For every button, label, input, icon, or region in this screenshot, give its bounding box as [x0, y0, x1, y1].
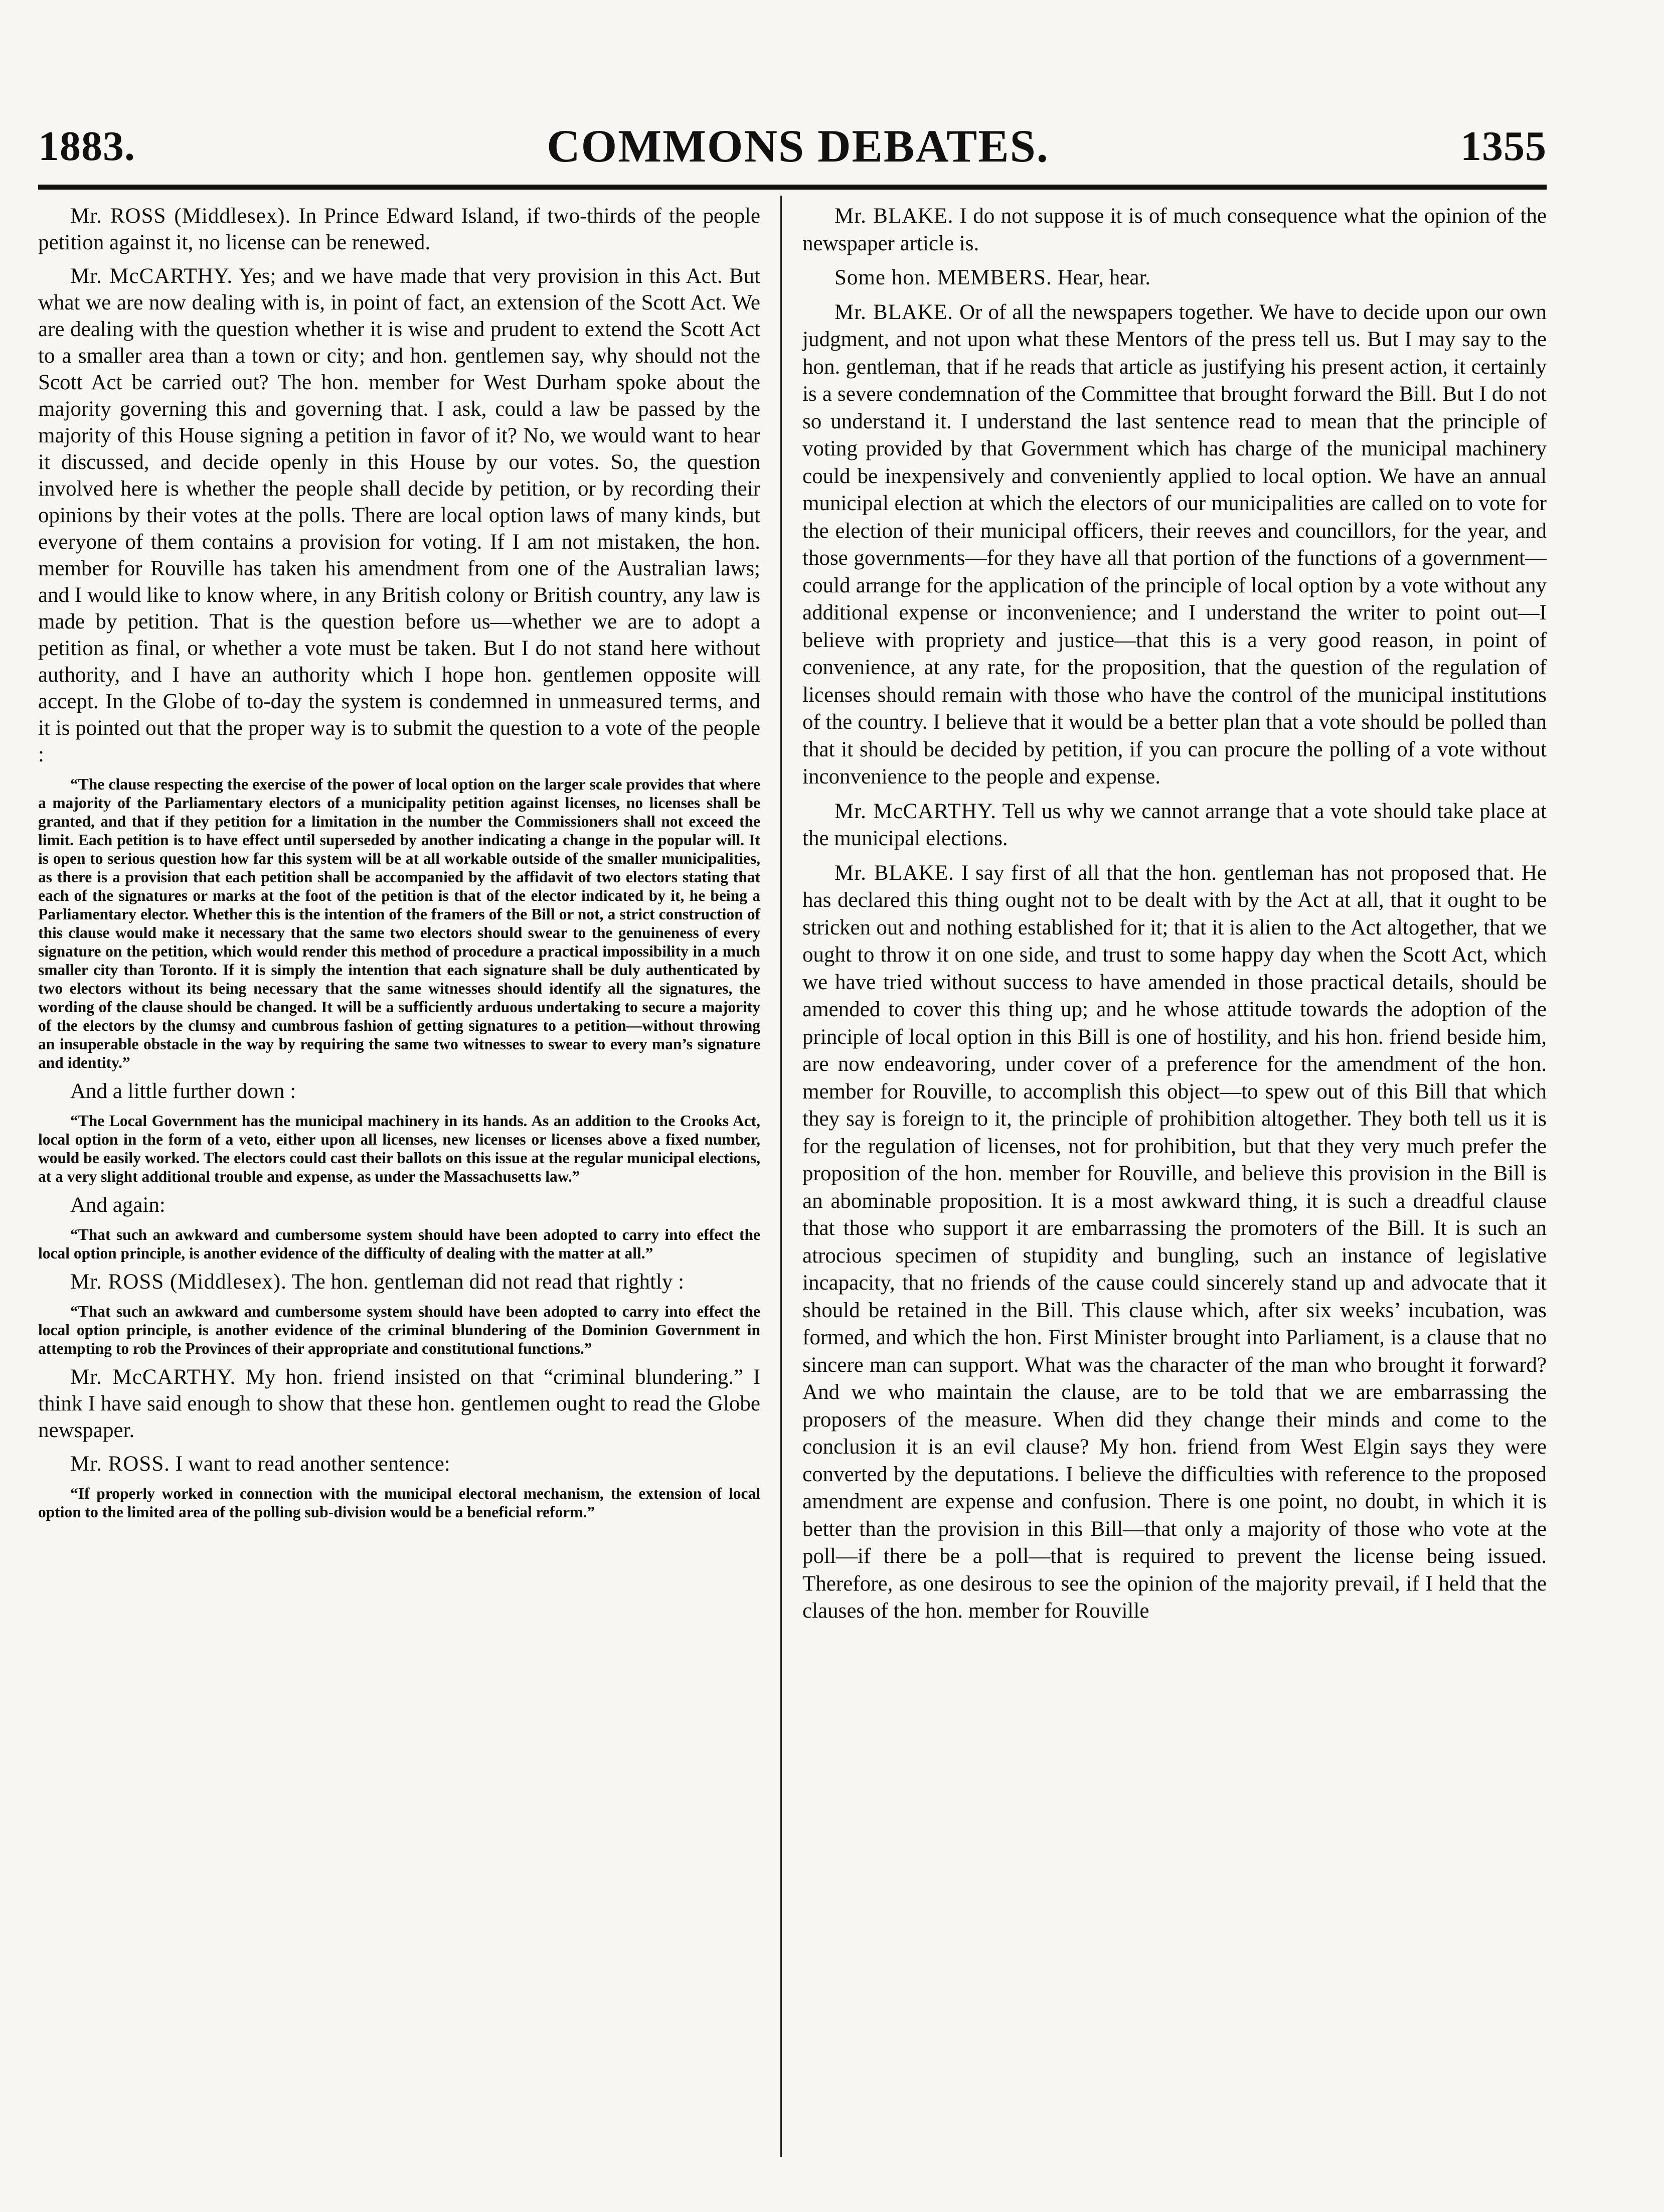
quoted-passage	[38, 775, 760, 1072]
speech-text: Or of all the newspapers together. We have to decide upon our own judgment, and not upon what these Mentors of the press tell us. But I may say to the hon. gentleman, that if he reads that article as justifying his present action, it certainly is a severe condemnation of the Committee that brought forward the Bill. But I do not so understand it. I understand the last sentence read to mean that the principle of voting provided by that Government which has charge of the municipal machinery could be inexpensively and conveniently applied to local option. We have an annual municipal election at which the electors of our municipalities are called on to vote for the election of their municipal officers, their reeves and councillors, for the year, and those governments—for they have all that portion of the functions of a government—could arrange for the application of the principle of local option by a vote without any additional expense or inconvenience; and I understand the writer to point out—I believe with propriety and justice—that this is a very good reason, in point of convenience, at any rate, for the proposition, that the question of the regulation of licenses should remain with those who have the control of the municipal institutions of the country. I believe that it would be a better plan that a vote should be polled than that it should be decided by petition, if you can procure the polling of a vote without inconvenience to the people and expense.	[802, 300, 1547, 788]
speech-paragraph	[38, 1078, 760, 1104]
speech-paragraph	[38, 1192, 760, 1218]
speech-text: Yes; and we have made that very provision in this Act. But what we are now dealing with is, in point of fact, an extension of the Scott Act. We are dealing with the question whether it is wise and prudent to extend the Scott Act to a smaller area than a town or city; and hon. gentlemen say, why should not the Scott Act be carried out? The hon. member for West Durham spoke about the majority governing this and governing that. I ask, could a law be passed by the majority of this House signing a petition in favor of it? No, we would want to hear it discussed, and decide openly in this House by our votes. So, the question involved here is whether the people shall decide by petition, or by recording their opinions by their votes at the polls. There are local option laws of many kinds, but everyone of them contains a provision for voting. If I am not mistaken, the hon. member for Rouville has taken his amendment from one of the Australian laws; and I would like to know where, in any British colony or British country, any law is made by petition. That is the question before us—whether we are to adopt a petition as final, or whether a vote must be taken. But I do not stand here without authority, and I have an authority which I hope hon. gentlemen opposite will accept. In the Globe of to-day the system is condemned in unmeasured terms, and it is pointed out that the proper way is to submit the question to a vote of the people :	[38, 264, 760, 766]
quoted-passage	[38, 1302, 760, 1358]
quote-text: “That such an awkward and cumbersome system should have been adopted to carry into effect the local option principle, is another evidence of the criminal blundering of the Dominion Government in attempting to rob the Provinces of their appropriate and constitutional functions.”	[38, 1303, 760, 1357]
speaker-name: Mr. McCARTHY.	[70, 264, 233, 288]
header-rule	[38, 185, 1547, 190]
speech-paragraph	[802, 860, 1547, 1625]
speech-text: Tell us why we cannot arrange that a vote should take place at the municipal elections.	[802, 799, 1547, 850]
quoted-passage	[38, 1484, 760, 1521]
speech-paragraph	[802, 264, 1547, 292]
speech-paragraph	[38, 1451, 760, 1477]
speech-text: And again:	[70, 1193, 165, 1217]
speech-text: In Prince Edward Island, if two-thirds of the people petition against it, no license can be renewed.	[38, 204, 761, 254]
quoted-passage	[38, 1225, 760, 1262]
right-column	[802, 203, 1547, 1632]
speaker-name: Some hon. MEMBERS.	[835, 266, 1052, 289]
quote-text: “That such an awkward and cumbersome system should have been adopted to carry into effect the local option principle, is another evidence of the difficulty of dealing with the matter at all.”	[38, 1226, 760, 1262]
speaker-name: Mr. ROSS.	[70, 1452, 170, 1476]
page-header	[38, 113, 1547, 179]
speech-paragraph	[802, 299, 1547, 791]
speaker-name: Mr. McCARTHY.	[835, 799, 996, 823]
quoted-passage	[38, 1112, 760, 1186]
quote-text: “The Local Government has the municipal machinery in its hands. As an addition to the Crooks Act, local option in the form of a veto, either upon all licenses, new licenses or licenses above a fixed number, would be easily worked. The electors could cast their ballots on this issue at the regular municipal elections, at a very slight additional trouble and expense, as under the Massachusetts law.”	[38, 1112, 760, 1185]
speech-text: I do not suppose it is of much consequence what the opinion of the newspaper article is.	[802, 204, 1547, 255]
speech-text: The hon. gentleman did not read that rightly :	[291, 1270, 685, 1294]
speech-paragraph	[802, 798, 1547, 853]
speech-paragraph	[802, 203, 1547, 257]
speaker-name: Mr. McCARTHY.	[70, 1365, 236, 1389]
speaker-name: Mr. BLAKE.	[835, 204, 954, 228]
speech-text: Hear, hear.	[1057, 266, 1151, 289]
column-divider	[780, 196, 782, 2157]
quote-text: “If properly worked in connection with the municipal electoral mechanism, the extension of local option to the limited area of the polling sub-division would be a beneficial reform.”	[38, 1485, 760, 1521]
speech-text: And a little further down :	[70, 1079, 296, 1103]
speaker-name: Mr. ROSS (Middlesex).	[70, 1270, 287, 1294]
speech-paragraph	[38, 1269, 760, 1295]
speech-text: My hon. friend insisted on that “criminal blundering.” I think I have said enough to show that these hon. gentlemen ought to read the Globe newspaper.	[38, 1365, 761, 1442]
header-year: 1883.	[38, 122, 135, 170]
speaker-name: Mr. BLAKE.	[835, 300, 954, 324]
speech-text: I say first of all that the hon. gentleman has not proposed that. He has declared this thing ought not to be dealt with by the Act at all, that it ought to be stricken out and nothing established for it; that it is alien to the Act altogether, that we ought to throw it on one side, and trust to some happy day when the Scott Act, which we have tried without success to have amended in those practical details, should be amended to cover this thing up; and he whose attitude towards the adoption of the principle of local option in this Bill is one of hostility, and his hon. friend beside him, are now endeavoring, under cover of a preference for the amendment of the hon. member for Rouville, to accomplish this object—to spew out of this Bill that which they say is foreign to it, the principle of prohibition altogether. They both tell us it is for the regulation of licenses, not for prohibition, but that they very much prefer the proposition of the hon. member for Rouville, and believe this provision in the Bill is an abominable proposition. It is a most awkward thing, it is such a dreadful clause that those who support it are embarrassing the promoters of the Bill. It is such an atrocious specimen of stupidity and bungling, such an instance of legislative incapacity, that no friends of the cause could sincerely stand up and advocate that it should be retained in the Bill. This clause which, after six weeks’ incubation, was formed, and which the hon. First Minister brought into Parliament, is a clause that no sincere man can support. What was the character of the man who brought it forward? And we who maintain the clause, are to be told that we are embarrassing the proposers of the measure. When did they change their minds and come to the conclusion it is an evil clause? My hon. friend from West Elgin says they were converted by the deputations. I believe the difficulties with reference to the proposed amendment are expense and confusion. There is one point, no doubt, in which it is better than the provision in this Bill—that only a majority of those who vote at the poll—if there be a poll—that is required to prevent the license being issued. Therefore, as one desirous to see the opinion of the majority prevail, if I held that the clauses of the hon. member for Rouville	[802, 861, 1547, 1623]
quote-text: “The clause respecting the exercise of the power of local option on the larger scale provides that where a majority of the Parliamentary electors of a municipality petition against licenses, no licenses shall be granted, and that if they petition for a limitation in the number the Commissioners shall not exceed the limit. Each petition is to have effect until superseded by another indicating a change in the popular will. It is open to serious question how far this system will be at all workable outside of the smaller municipalities, as there is a provision that each petition shall be accompanied by the affidavit of two electors stating that each of the signatures or marks at the foot of the petition is that of the elector indicated by it, he being a Parliamentary elector. Whether this is the intention of the framers of the Bill or not, a strict construction of this clause would make it necessary that the same two electors should swear to the genuineness of every signature on the petition, which would render this method of procedure a practical impossibility in a much smaller city than Toronto. If it is simply the intention that each signature shall be duly authenticated by two electors without its being necessary that the same witnesses should identify all the signatures, the wording of the clause should be changed. It will be a sufficiently arduous undertaking to secure a majority of the electors by the clumsy and cumbrous fashion of getting signatures to a petition—without throwing an insuperable obstacle in the way by requiring the same two witnesses to swear to every man’s signature and identity.”	[38, 775, 760, 1071]
speaker-name: Mr. ROSS (Middlesex).	[70, 204, 291, 228]
speech-paragraph	[38, 263, 760, 768]
speech-text: I want to read another sentence:	[175, 1452, 450, 1476]
speech-paragraph	[38, 1364, 760, 1444]
speech-paragraph	[38, 203, 760, 256]
header-page-number: 1355	[1460, 122, 1547, 170]
left-column	[38, 203, 760, 1527]
speaker-name: Mr. BLAKE.	[835, 861, 954, 885]
header-title: COMMONS DEBATES.	[547, 120, 1049, 172]
